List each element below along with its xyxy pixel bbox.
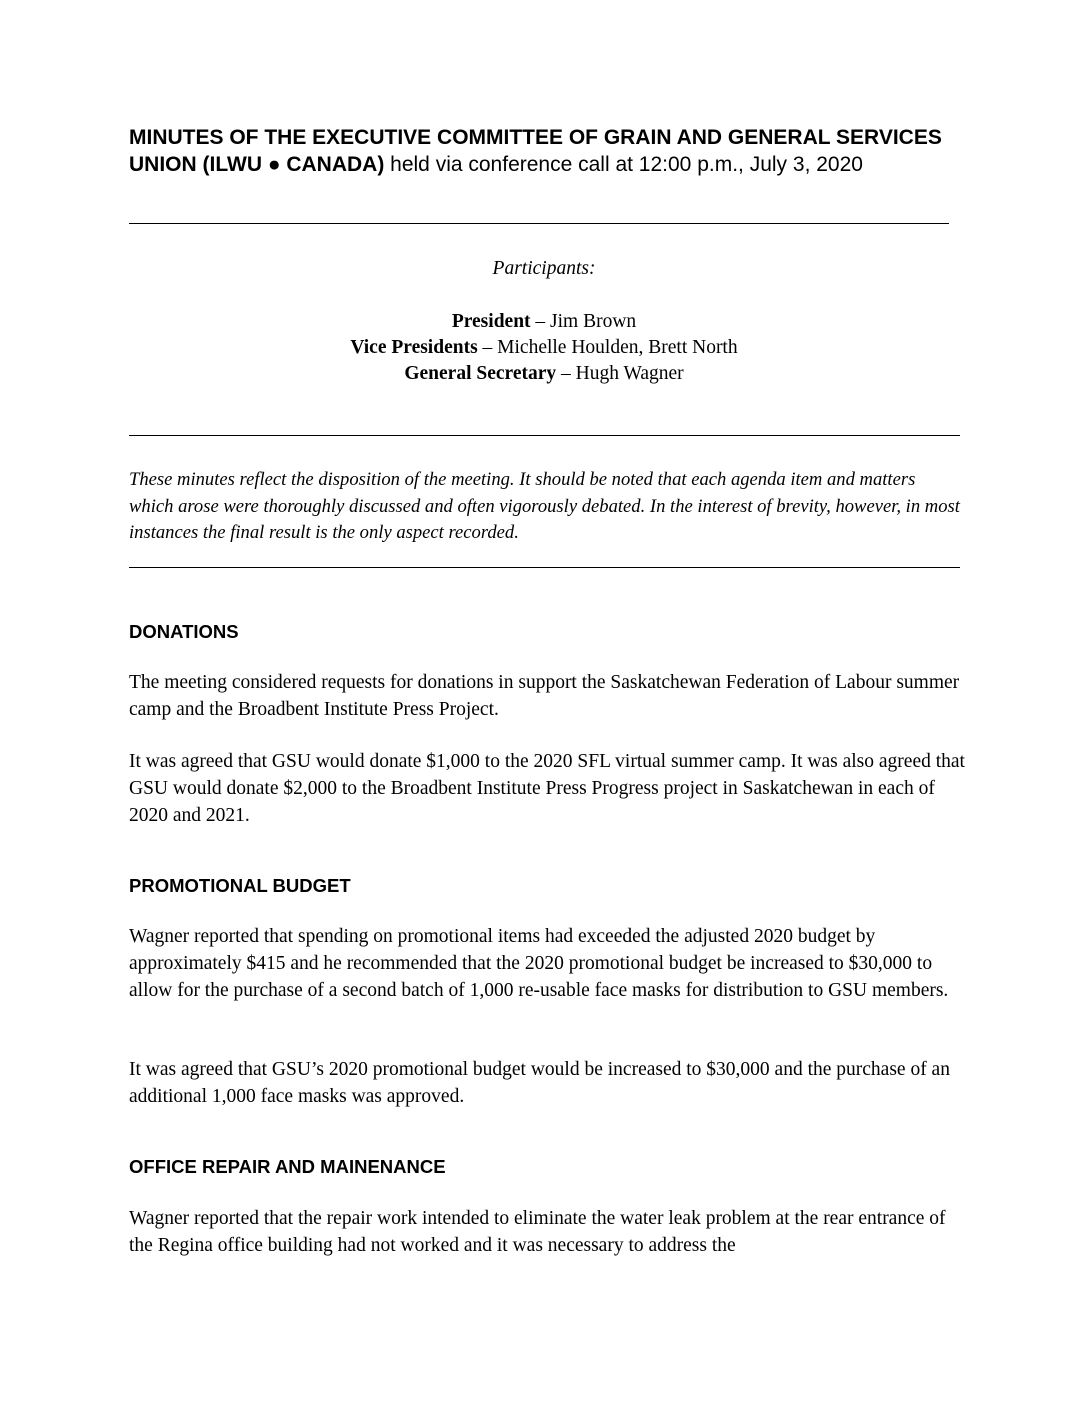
section-paragraph: It was agreed that GSU would donate $1,000 to the 2020 SFL virtual summer camp. It was also agreed that GSU would donate $2,000 to the Broadbent Institute Press Progress project in Saskatchewan in each of 2020 and 2021. bbox=[129, 751, 965, 826]
minutes-disclaimer: These minutes reflect the disposition of the meeting. It should be noted that each agenda item and matters which arose were thoroughly discussed and often vigorously debated. In the interest of brevity, however, in most instances the final result is the only aspect recorded. bbox=[129, 469, 960, 543]
divider-top bbox=[129, 223, 949, 224]
participant-separator: – bbox=[530, 311, 551, 332]
participant-vice-presidents bbox=[129, 335, 959, 361]
section-paragraph: Wagner reported that spending on promotional items had exceeded the adjusted 2020 budget by approximately $415 and he recommended that the 2020 promotional budget be increased to $30,000 to allow for the purchase of a second batch of 1,000 re-usable face masks for distribution to GSU members. bbox=[129, 926, 949, 1001]
participant-role: Vice Presidents bbox=[350, 337, 478, 358]
heading-meeting-details: held via conference call at 12:00 p.m., July 3, 2020 bbox=[384, 153, 863, 176]
section-paragraph: Wagner reported that the repair work intended to eliminate the water leak problem at the rear entrance of the Regina office building had not worked and it was necessary to address the bbox=[129, 1208, 946, 1256]
participant-role: General Secretary bbox=[404, 363, 557, 384]
section-title-office-repair: OFFICE REPAIR AND MAINENANCE bbox=[129, 1156, 446, 1177]
participant-general-secretary bbox=[129, 361, 959, 387]
minutes-heading bbox=[129, 124, 969, 178]
participants-label bbox=[129, 256, 959, 282]
heading-bold-line-1: MINUTES OF THE EXECUTIVE COMMITTEE OF GRAIN AND GENERAL SERVICES bbox=[129, 126, 942, 149]
participant-names: Jim Brown bbox=[550, 311, 637, 332]
participant-names: Michelle Houlden, Brett North bbox=[497, 337, 738, 358]
participants-label-text: Participants: bbox=[492, 258, 596, 279]
participant-separator: – bbox=[556, 363, 576, 384]
participants-list bbox=[129, 309, 959, 387]
section-paragraph: It was agreed that GSU’s 2020 promotional budget would be increased to $30,000 and the purchase of an additional 1,000 face masks was approved. bbox=[129, 1059, 950, 1107]
section-title-donations: DONATIONS bbox=[129, 621, 239, 642]
divider-middle bbox=[129, 435, 960, 436]
participant-separator: – bbox=[477, 337, 498, 358]
section-paragraph: The meeting considered requests for donations in support the Saskatchewan Federation of Labour summer camp and the Broadbent Institute Press Project. bbox=[129, 672, 960, 720]
participant-names: Hugh Wagner bbox=[575, 363, 684, 384]
participant-president bbox=[129, 309, 959, 335]
participant-role: President bbox=[451, 311, 531, 332]
section-title-promotional-budget: PROMOTIONAL BUDGET bbox=[129, 875, 351, 896]
divider-bottom bbox=[129, 567, 960, 568]
heading-bold-line-2: UNION (ILWU ● CANADA) bbox=[129, 153, 385, 176]
